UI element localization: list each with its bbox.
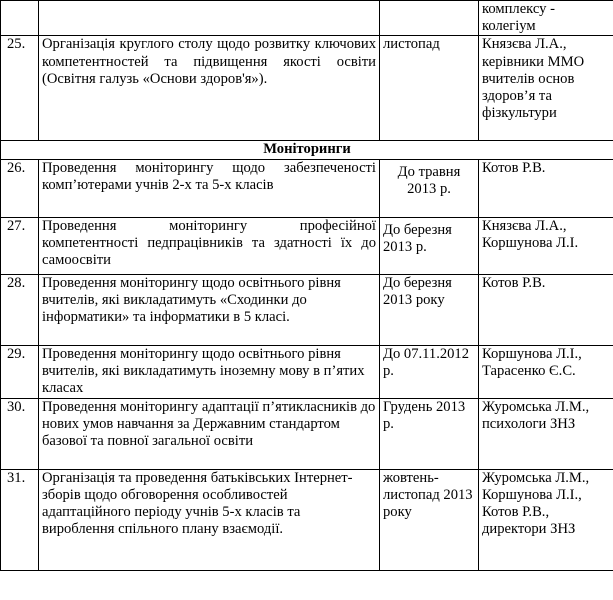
responsible-cell: Котов Р.В. bbox=[479, 274, 613, 345]
responsible-cell: Котов Р.В. bbox=[479, 159, 613, 217]
task-cell: Проведення моніторингу професійної компетентності педпрацівників та здатності їх до самоосвіти bbox=[39, 217, 380, 274]
term-cell: До березня 2013 р. bbox=[380, 217, 479, 274]
responsible-cell: Журомська Л.М., психологи ЗНЗ bbox=[479, 398, 613, 469]
row-number: 29. bbox=[1, 345, 39, 398]
task-cell: Проведення моніторингу щодо забезпеченості комп’ютерами учнів 2-х та 5-х класів bbox=[39, 159, 380, 217]
table-row bbox=[1, 345, 613, 398]
term-cell: До березня 2013 року bbox=[380, 274, 479, 345]
responsible-cell: Коршунова Л.І., Тарасенко Є.С. bbox=[479, 345, 613, 398]
table-row bbox=[1, 217, 613, 274]
table-row bbox=[1, 159, 613, 217]
row-number: 25. bbox=[1, 36, 39, 141]
responsible-cell: комплексу - колегіум bbox=[479, 1, 613, 36]
table-row bbox=[1, 469, 613, 570]
row-number: 26. bbox=[1, 159, 39, 217]
task-cell bbox=[39, 1, 380, 36]
table-row bbox=[1, 36, 613, 141]
task-cell: Проведення моніторингу щодо освітнього рівня вчителів, які викладатимуть іноземну мову в п’ятих класах bbox=[39, 345, 380, 398]
row-number: 27. bbox=[1, 217, 39, 274]
table-row bbox=[1, 1, 613, 36]
term-cell bbox=[380, 1, 479, 36]
task-cell: Організація круглого столу щодо розвитку ключових компетентностей та підвищення якості освіти (Освітня галузь «Основи здоров'я»). bbox=[39, 36, 380, 141]
row-number: 30. bbox=[1, 398, 39, 469]
table-row bbox=[1, 274, 613, 345]
term-cell: Грудень 2013 р. bbox=[380, 398, 479, 469]
responsible-cell: Журомська Л.М., Коршунова Л.І., Котов Р.В., директори ЗНЗ bbox=[479, 469, 613, 570]
term-cell: До 07.11.2012 р. bbox=[380, 345, 479, 398]
term-cell: листопад bbox=[380, 36, 479, 141]
table-row bbox=[1, 398, 613, 469]
section-title: Моніторинги bbox=[1, 141, 613, 159]
term-cell: жовтень-листопад 2013 року bbox=[380, 469, 479, 570]
row-number: 28. bbox=[1, 274, 39, 345]
term-cell: До травня 2013 р. bbox=[380, 159, 479, 217]
responsible-cell: Князєва Л.А., Коршунова Л.І. bbox=[479, 217, 613, 274]
task-cell: Проведення моніторингу адаптації п’ятикласників до нових умов навчання за Державним стандартом базової та повної загальної освіти bbox=[39, 398, 380, 469]
task-cell: Проведення моніторингу щодо освітнього рівня вчителів, які викладатимуть «Сходинки до інформатики» та інформатики в 5 класі. bbox=[39, 274, 380, 345]
row-number bbox=[1, 1, 39, 36]
row-number: 31. bbox=[1, 469, 39, 570]
responsible-cell: Князєва Л.А., керівники ММО вчителів основ здоров’я та фізкультури bbox=[479, 36, 613, 141]
task-cell: Організація та проведення батьківських Інтернет-зборів щодо обговорення особливостей адаптаційного періоду учнів 5-х класів та вироблення спільного плану взаємодії. bbox=[39, 469, 380, 570]
section-row bbox=[1, 141, 613, 159]
